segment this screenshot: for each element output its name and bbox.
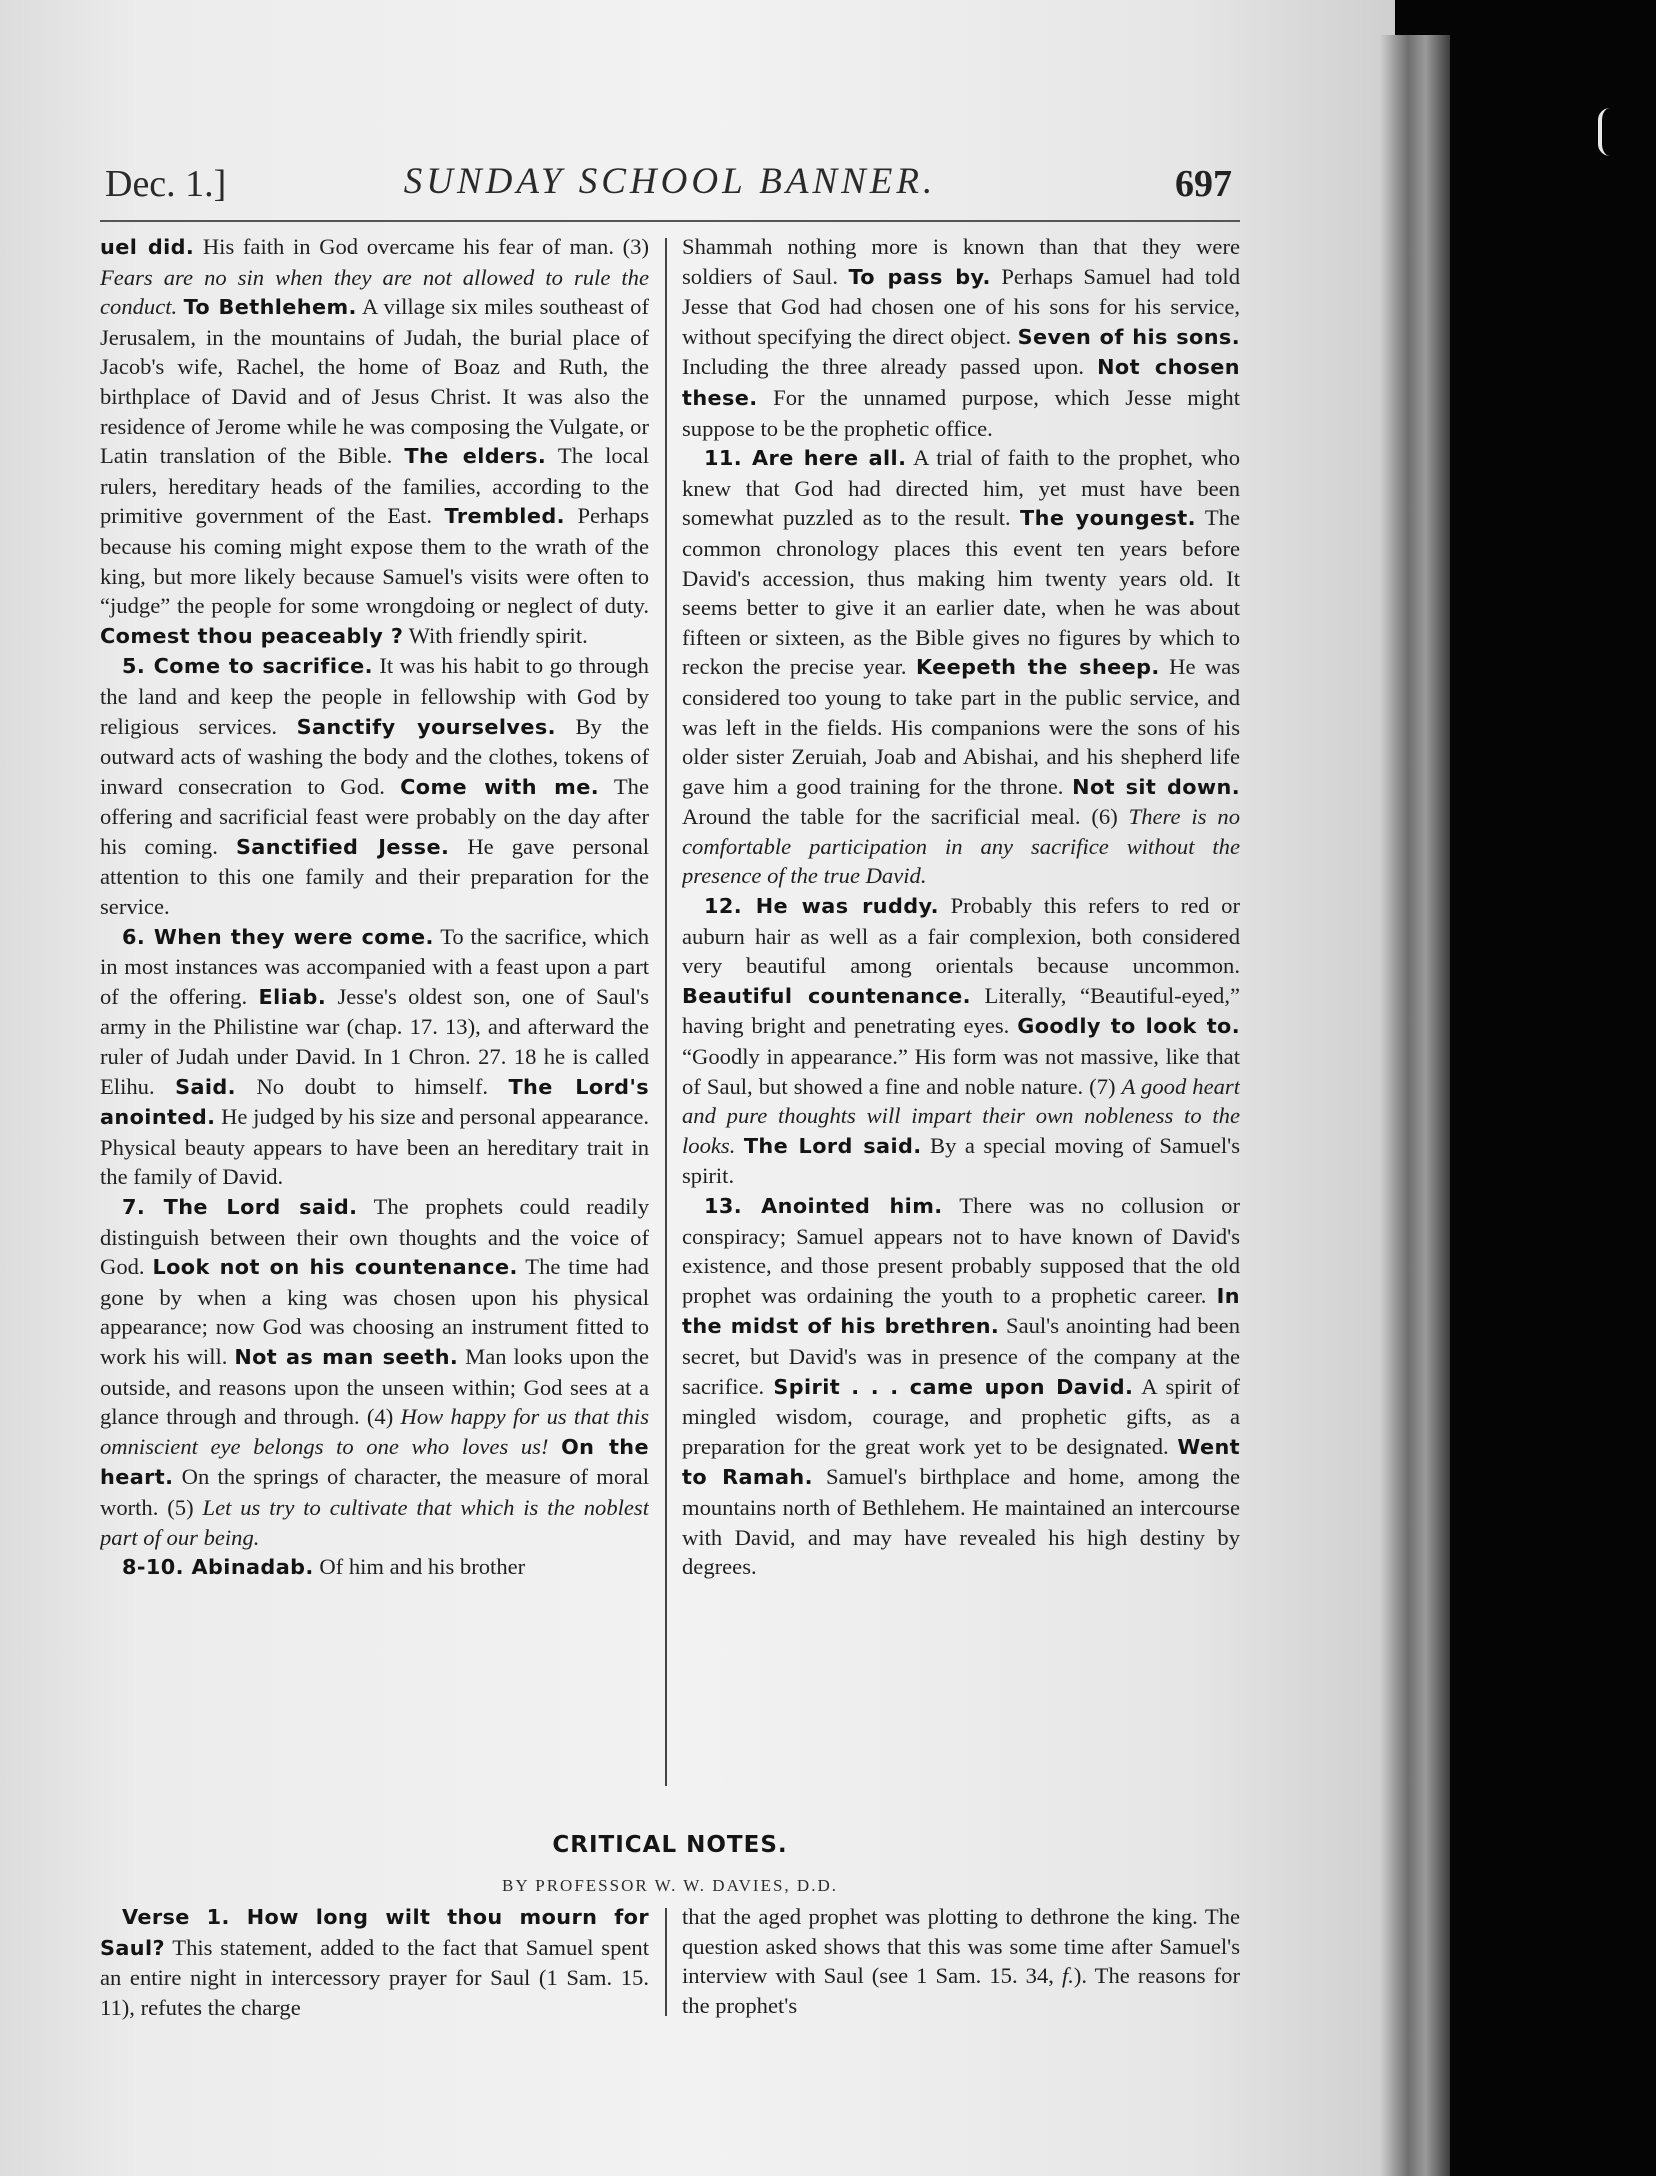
run-heading: The youngest. [1020, 506, 1196, 531]
header-title: SUNDAY SCHOOL BANNER. [403, 161, 937, 202]
run-text: Samuel's birthplace and home, among the mountains north of Bethlehem. He maintained an intercourse with David, and may have revealed his high destiny by degrees. [682, 1464, 1240, 1580]
run-text: Perhaps because his coming might expose them to the wrath of the king, but more likely because Samuel's visits were often to “judge” the people for some wrongdoing or neglect of duty. [100, 503, 649, 619]
run-heading: To Bethlehem. [183, 295, 357, 320]
run-heading: In the midst of his brethren. [682, 1283, 1240, 1339]
run-text: The local rulers, hereditary heads of the families, according to the primitive government of the East. [100, 443, 649, 529]
run-heading: On the heart. [100, 1434, 649, 1490]
paragraph [100, 1192, 649, 1552]
column-divider [665, 238, 667, 1786]
run-heading: Sanctified Jesse. [235, 834, 450, 859]
paragraph [100, 232, 649, 651]
run-heading: The Lord said. [743, 1133, 922, 1158]
run-text: It was his habit to go through the land and keep the people in fellowship with God by religious services. [100, 653, 649, 739]
paragraph [682, 443, 1240, 891]
run-italic: How happy for us that this omniscient eye belongs to one who loves us! [100, 1404, 649, 1459]
run-heading: Trembled. [444, 504, 565, 529]
run-text: The offering and sacrificial feast were probably on the day after his coming. [100, 773, 649, 859]
run-text: No doubt to himself. [235, 1073, 509, 1099]
run-italic: Fears are no sin when they are not allowed to rule the conduct. [100, 264, 649, 320]
run-heading: Not as man seeth. [234, 1344, 459, 1369]
run-text: A spirit of mingled wisdom, courage, and prophetic gifts, as a preparation for the great work yet to be designated. [682, 1373, 1240, 1459]
run-text: A trial of faith to the prophet, who knew that God had directed him, yet must have been somewhat puzzled as to the result. [682, 445, 1240, 531]
header-date: Dec. 1.] [105, 163, 227, 205]
run-text: A village six miles southeast of Jerusalem, in the mountains of Judah, the burial place of Jacob's wife, Rachel, the home of Boaz and Ruth, the birthplace of David and of Jesus Christ. It was also the residence of Jerome while he was composing the Vulgate, or Latin translation of the Bible. [100, 294, 649, 469]
run-heading: Goodly to look to. [1017, 1014, 1240, 1039]
run-heading: Verse 1. How long wilt thou mourn for Saul? [100, 1905, 649, 1960]
notes-paragraph [682, 1902, 1240, 2020]
byline: BY PROFESSOR W. W. DAVIES, D.D. [502, 1876, 838, 1895]
scan-artifact [1598, 108, 1620, 156]
run-italic: Let us try to cultivate that which is the noblest part of our being. [100, 1494, 649, 1550]
notes-left-column [100, 1902, 649, 2022]
run-heading: Not chosen these. [682, 355, 1240, 410]
paragraph [682, 232, 1240, 443]
run-heading: Beautiful countenance. [682, 983, 971, 1008]
paragraph [682, 1191, 1240, 1582]
section-title: CRITICAL NOTES. [552, 1832, 788, 1858]
run-heading: Look not on his countenance. [152, 1255, 518, 1280]
run-heading: Comest thou peaceably ? [100, 623, 404, 648]
page-number: 697 [1175, 163, 1232, 205]
page-fold-edge [1380, 35, 1450, 2176]
run-heading: 13. Anointed him. [704, 1194, 943, 1218]
run-text: Man looks upon the outside, and reasons upon the unseen within; God sees at a glance through and through. (4) [100, 1343, 649, 1430]
run-heading: Come with me. [400, 774, 600, 799]
right-column [682, 232, 1240, 1792]
run-heading: 7. The Lord said. [122, 1195, 358, 1219]
run-text: The common chronology places this event ten years before David's accession, thus making him twenty years old. It seems better to give it an earlier date, when he was about fifteen or sixteen, as the Bible gives no figures by which to reckon the precise year. [682, 505, 1240, 680]
run-text: that the aged prophet was plotting to dethrone the king. The question asked shows that this was some time after Samuel's interview with Saul (see 1 Sam. 15. 34, [682, 1904, 1240, 1989]
run-text: Including the three already passed upon. [682, 354, 1098, 380]
run-text: Shammah nothing more is known than that they were soldiers of Saul. [682, 234, 1240, 289]
run-text: For the unnamed purpose, which Jesse might suppose to be the prophetic office. [682, 384, 1240, 441]
running-header [100, 160, 1240, 222]
run-italic: A good heart and pure thoughts will impart their own nobleness to the looks. [682, 1073, 1240, 1158]
paragraph [100, 1552, 649, 1583]
run-text: “Goodly in appearance.” His form was not massive, like that of Saul, but showed a fine and noble nature. (7) [682, 1044, 1240, 1099]
run-text: The time had gone by when a king was chosen upon his physical appearance; now God was choosing an instrument fitted to work his will. [100, 1254, 649, 1369]
run-heading: uel did. [100, 235, 195, 259]
run-text: Jesse's oldest son, one of Saul's army in the Philistine war (chap. 17. 13), and afterward the ruler of Judah under David. In 1 Chron. 27. 18 he is called Elihu. [100, 983, 649, 1099]
run-text: With friendly spirit. [403, 622, 588, 648]
run-heading: 8-10. Abinadab. [122, 1555, 314, 1580]
notes-column-divider [665, 1908, 667, 2016]
run-heading: 12. He was ruddy. [704, 894, 939, 919]
run-text: Saul's anointing had been secret, but David's was in presence of the company at the sacrifice. [682, 1313, 1240, 1399]
run-text: To the sacrifice, which in most instances was accompanied with a feast upon a part of the offering. [100, 923, 649, 1009]
run-text: Of him and his brother [313, 1554, 526, 1580]
run-text [548, 1434, 561, 1459]
run-italic: There is no comfortable participation in any sacrifice without the presence of the true David. [682, 804, 1240, 889]
run-heading: To pass by. [848, 264, 991, 289]
run-text: The prophets could readily distinguish between their own thoughts and the voice of God. [100, 1194, 649, 1280]
run-text: Around the table for the sacrificial meal. (6) [682, 804, 1129, 830]
run-text: His faith in God overcame his fear of man. (3) [194, 234, 649, 259]
run-text: Literally, “Beautiful-eyed,” having bright and penetrating eyes. [682, 982, 1240, 1039]
run-text: There was no collusion or conspiracy; Samuel appears not to have known of David's existence, and those present probably supposed that the old prophet was ordaining the youth to a prophetic career. [682, 1193, 1240, 1308]
run-text: Perhaps Samuel had told Jesse that God had chosen one of his sons for his service, without specifying the direct object. [682, 263, 1240, 349]
run-text: He judged by his size and personal appearance. Physical beauty appears to have been an hereditary trait in the family of David. [100, 1104, 649, 1190]
run-heading: The elders. [404, 444, 547, 469]
run-heading: Eliab. [258, 984, 327, 1009]
run-heading: Not sit down. [1072, 774, 1240, 799]
run-heading: Keepeth the sheep. [915, 655, 1160, 680]
run-italic: f. [1061, 1963, 1074, 1989]
run-heading: Spirit . . . came upon David. [773, 1374, 1134, 1399]
run-heading: Said. [175, 1074, 236, 1099]
paragraph [100, 651, 649, 921]
run-text [735, 1133, 743, 1158]
notes-right-column [682, 1902, 1240, 2022]
run-text: By the outward acts of washing the body and the clothes, tokens of inward consecration to God. [100, 713, 649, 799]
run-text: He gave personal attention to this one family and their preparation for the service. [100, 833, 649, 920]
run-text: ). The reasons for the prophet's [682, 1963, 1240, 2018]
notes-paragraph [100, 1902, 649, 2022]
run-heading: The Lord's anointed. [100, 1074, 649, 1130]
left-column [100, 232, 649, 1792]
run-heading: Sanctify yourselves. [296, 714, 556, 739]
paragraph [682, 891, 1240, 1191]
run-heading: Seven of his sons. [1017, 324, 1240, 349]
run-text: On the springs of character, the measure of moral worth. (5) [100, 1464, 649, 1520]
run-text: He was considered too young to take part in the public service, and was left in the fields. His companions were the sons of his older sister Zeruiah, Joab and Abishai, and his shepherd life gave him a good training for the throne. [682, 654, 1240, 799]
run-heading: Went to Ramah. [682, 1434, 1240, 1490]
run-text: By a special moving of Samuel's spirit. [682, 1132, 1240, 1189]
run-heading: 11. Are here all. [704, 446, 907, 471]
paragraph [100, 922, 649, 1192]
run-text: This statement, added to the fact that Samuel spent an entire night in intercessory prayer for Saul (1 Sam. 15. 11), refutes the charge [100, 1934, 649, 2020]
run-heading: 5. Come to sacrifice. [122, 654, 373, 679]
run-text: Probably this refers to red or auburn hair as well as a fair complexion, both considered very beautiful among orientals because uncommon. [682, 893, 1240, 979]
run-heading: 6. When they were come. [122, 924, 434, 949]
